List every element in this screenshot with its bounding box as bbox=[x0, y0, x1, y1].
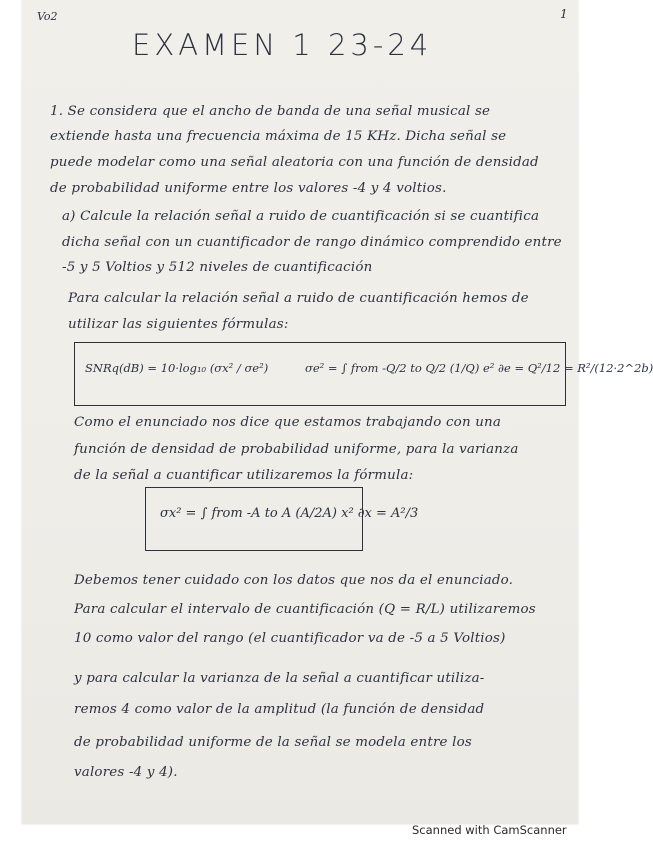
scanner-watermark: Scanned with CamScanner bbox=[412, 823, 567, 837]
problem-line: a) Calcule la relación señal a ruido de cuantificación si se cuantifica bbox=[62, 209, 540, 224]
answer-line: valores -4 y 4). bbox=[74, 765, 178, 780]
answer-line: Para calcular la relación señal a ruido de cuantificación hemos de bbox=[68, 291, 529, 306]
exam-title: EXAMEN 1 23-24 bbox=[132, 28, 433, 62]
answer-line: utilizar las siguientes fórmulas: bbox=[68, 317, 289, 332]
scanned-page bbox=[22, 0, 653, 824]
formula-noise-variance: σe² = ∫ from -Q/2 to Q/2 (1/Q) e² ∂e = Q²/12 = R²/(12·2^2b) bbox=[305, 361, 653, 375]
page-number: 1 bbox=[560, 7, 568, 21]
formula-signal-variance: σx² = ∫ from -A to A (A/2A) x² ∂x = A²/3 bbox=[160, 506, 419, 521]
formula-box-variance bbox=[145, 487, 419, 551]
answer-line: función de densidad de probabilidad uniforme, para la varianza bbox=[74, 442, 519, 457]
answer-line: Debemos tener cuidado con los datos que nos da el enunciado. bbox=[74, 573, 514, 588]
answer-line: Como el enunciado nos dice que estamos trabajando con una bbox=[74, 415, 502, 430]
problem-line: 1. Se considera que el ancho de banda de una señal musical se bbox=[50, 104, 491, 119]
answer-line: remos 4 como valor de la amplitud (la función de densidad bbox=[74, 702, 485, 717]
problem-line: de probabilidad uniforme entre los valores -4 y 4 voltios. bbox=[50, 181, 447, 196]
answer-line: y para calcular la varianza de la señal a cuantificar utiliza- bbox=[74, 671, 485, 686]
problem-line: extiende hasta una frecuencia máxima de 15 KHz. Dicha señal se bbox=[50, 129, 507, 144]
answer-line: Para calcular el intervalo de cuantificación (Q = R/L) utilizaremos bbox=[74, 602, 536, 617]
problem-line: -5 y 5 Voltios y 512 niveles de cuantificación bbox=[62, 260, 373, 275]
answer-line: de la señal a cuantificar utilizaremos la fórmula: bbox=[74, 468, 414, 483]
answer-line: de probabilidad uniforme de la señal se modela entre los bbox=[74, 735, 472, 750]
formula-snr: SNRq(dB) = 10·log₁₀ (σx² / σe²) bbox=[85, 361, 269, 375]
problem-line: dicha señal con un cuantificador de rango dinámico comprendido entre bbox=[62, 235, 562, 250]
corner-note: Vo2 bbox=[37, 10, 58, 23]
answer-line: 10 como valor del rango (el cuantificador va de -5 a 5 Voltios) bbox=[74, 631, 506, 646]
formula-box-snr bbox=[74, 342, 653, 406]
problem-line: puede modelar como una señal aleatoria con una función de densidad bbox=[50, 155, 539, 170]
